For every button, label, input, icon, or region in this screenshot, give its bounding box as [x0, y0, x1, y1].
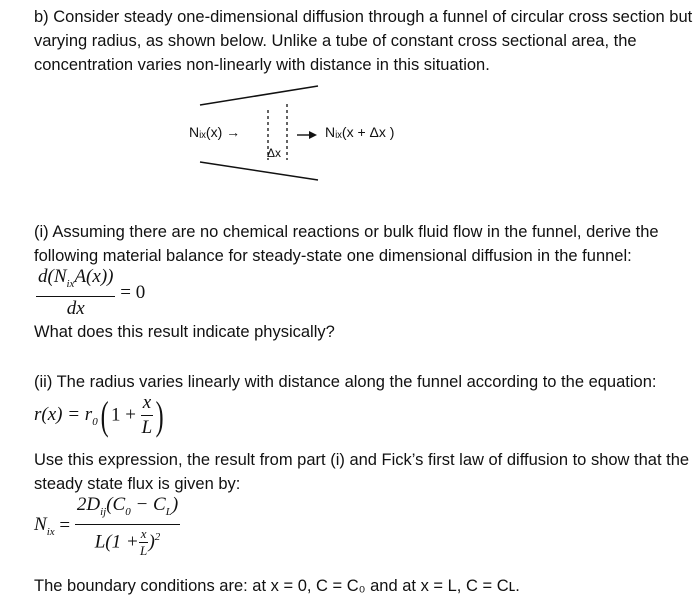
part-ii-line-1: (ii) The radius varies linearly with distance along the funnel according to the equation:: [34, 373, 657, 391]
radius-open-paren: (: [100, 392, 109, 438]
radius-equation: $r(x) = r_0$( 1 + $\frac{x}{L}$ ): [34, 392, 164, 438]
part-ii-line-2: Use this expression, the result from part (i) and Fick’s first law of diffusion to show that the: [34, 451, 690, 469]
flux-numerator: $2D_{ij}(C_0 - C_L)$: [75, 494, 180, 525]
right-flux-label: Nᵢₓ(x + Δx ): [325, 124, 395, 140]
part-i-question: What does this result indicate physically?: [34, 323, 335, 341]
funnel-top-wall: [200, 86, 318, 105]
flux-fraction: [75, 494, 180, 558]
radius-close-paren: ): [155, 392, 164, 438]
material-balance-fraction: [36, 266, 115, 320]
material-balance-equation: [36, 266, 145, 320]
part-b-line-1: b) Consider steady one-dimensional diffusion through a funnel of circular cross section but: [34, 8, 693, 26]
material-balance-numerator: $d(N_{ix}A(x))$: [36, 266, 115, 297]
part-b-line-2: varying radius, as shown below. Unlike a tube of constant cross sectional area, the: [34, 32, 637, 50]
funnel-bottom-wall: [200, 162, 318, 180]
part-ii-line-3: steady state flux is given by:: [34, 475, 241, 493]
part-i-line-1: (i) Assuming there are no chemical reactions or bulk fluid flow in the funnel, derive the: [34, 223, 659, 241]
funnel-diagram: [0, 80, 700, 190]
flux-equation: $N_{ix}$ = $2D_{ij}(C_0 - C_L)$ L(1 + $\frac{x}{L}$ )$^2$: [34, 494, 179, 559]
right-flux-arrow-head: [309, 131, 317, 139]
material-balance-denominator: dx: [66, 297, 85, 319]
flux-denominator: L(1 + $\frac{x}{L}$ )$^2$: [94, 526, 161, 559]
part-i-line-2: following material balance for steady-state one dimensional diffusion in the funnel:: [34, 247, 632, 265]
left-flux-label: Nᵢₓ(x) →: [189, 124, 241, 140]
delta-x-label: Δx: [267, 146, 282, 160]
boundary-conditions: The boundary conditions are: at x = 0, C = C₀ and at x = L, C = Cʟ.: [34, 577, 520, 595]
part-b-line-3: concentration varies non-linearly with distance in this situation.: [34, 56, 490, 74]
material-balance-rhs: = 0: [120, 281, 146, 303]
radius-fraction: $\frac{x}{L}$: [141, 392, 153, 438]
